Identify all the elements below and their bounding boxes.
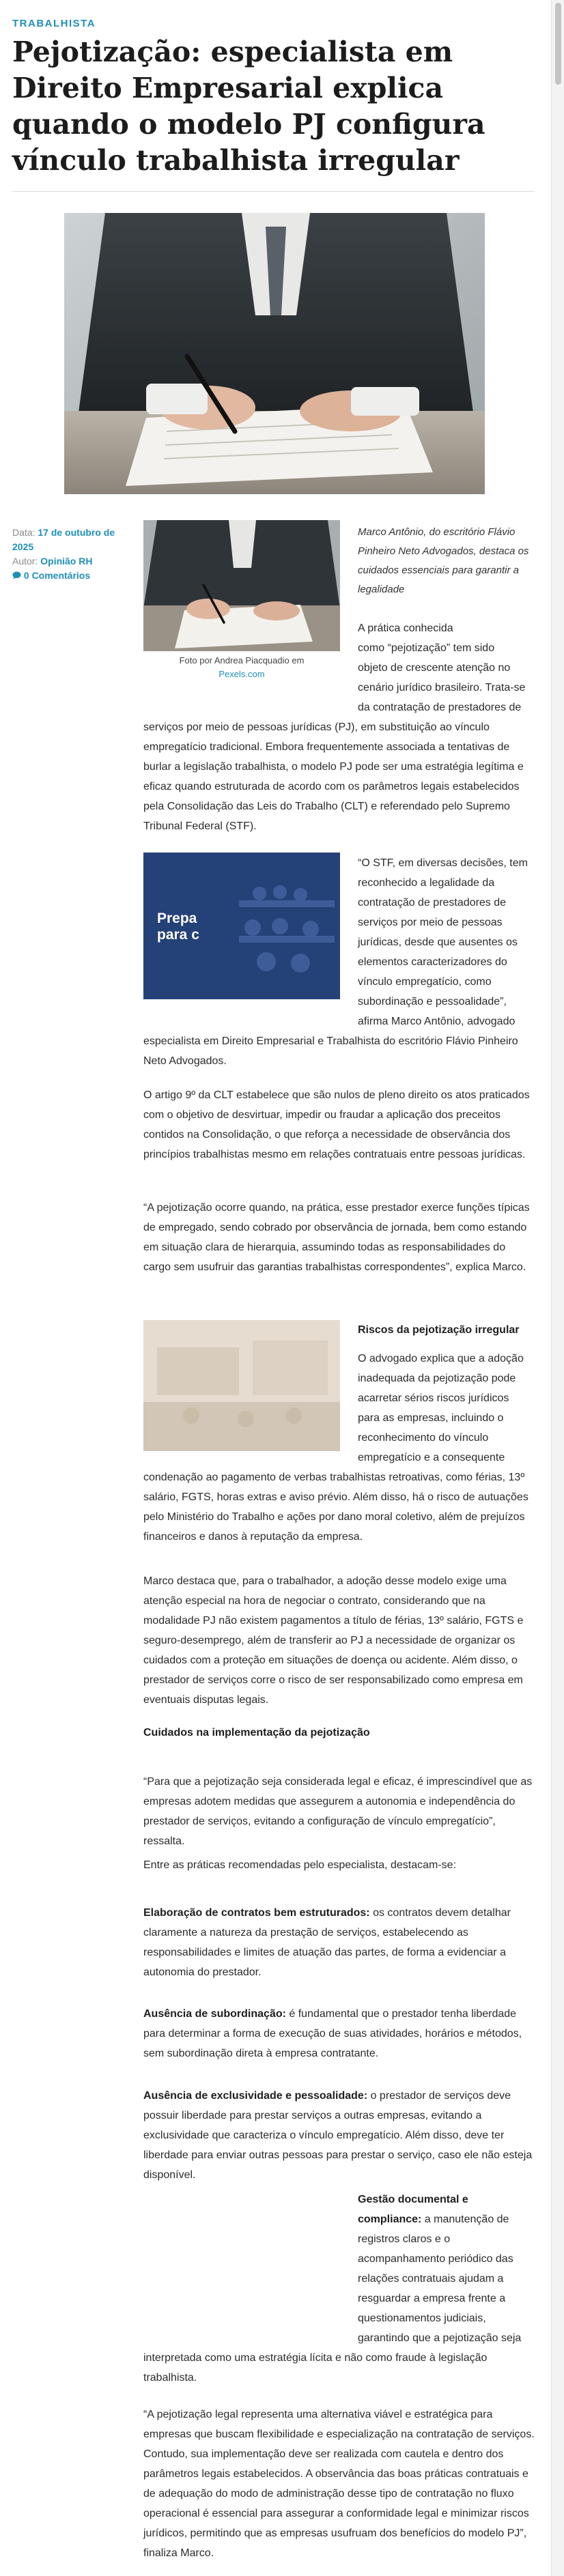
p2-line: reconhecido a legalidade da <box>358 877 495 889</box>
signing-photo-illustration <box>143 520 340 651</box>
pexels-link[interactable]: Pexels.com <box>218 669 265 679</box>
paragraph-7: “Para que a pejotização seja considerada legal e eficaz, é imprescindível que as empresas adotem medidas que assegurem a autonomia e independência do prestador de serviços, evitando a configuração de vínculo empregatício”, ressalta. <box>143 1776 533 1847</box>
p1-line: como “pejotização” tem sido <box>358 642 495 654</box>
inline-photo-training[interactable] <box>143 853 340 999</box>
banner-overlay-text <box>157 911 199 943</box>
p2-line: “O STF, em diversas decisões, tem <box>358 857 528 869</box>
p2-line: subordinação e pessoalidade”, <box>358 996 507 1007</box>
practice-text: os contratos devem detalhar claramente a natureza da prestação de serviços, estabelecendo as responsabilidades e limites de atuação das partes, de forma a evidenciar a autonomia do prestador. <box>143 1907 511 1978</box>
author-row <box>12 554 125 569</box>
compliance-line: relações contratuais ajudam a <box>358 2273 504 2285</box>
paragraph-1: serviços por meio de pessoas jurídicas (PJ), em substituição ao vínculo empregatício tradicional. Embora frequentemente associada a tentativas de burlar a legislação trabalhista, o modelo PJ pode ser uma estratégia legítima e eficaz quando estruturada de acordo com os parâmetros legais estabelecidos pela Consolidação das Leis do Trabalho (CLT) e referendado pelo Supremo Tribunal Federal (STF). <box>143 721 524 832</box>
practice-contracts <box>143 1903 535 1982</box>
date-row <box>12 526 125 554</box>
compliance-line: acompanhamento periódico das <box>358 2253 513 2265</box>
hero-signing-illustration <box>64 213 485 494</box>
p1-line: A prática conhecida <box>358 622 453 634</box>
paragraph-1-float <box>358 618 535 717</box>
p5-line: empregatício e a consequente <box>358 1452 505 1463</box>
practice-title: Elaboração de contratos bem estruturados: <box>143 1907 370 1919</box>
banner-line: para c <box>157 927 199 943</box>
compliance-line: registros claros e o <box>358 2233 451 2245</box>
compliance-line <box>358 2209 535 2229</box>
compliance-title-line <box>358 2190 535 2209</box>
p5-line: para as empresas, incluindo o <box>358 1412 504 1424</box>
section-heading-care: Cuidados na implementação da pejotização <box>143 1727 370 1738</box>
p5-line: acarretar sérios riscos jurídicos <box>358 1392 509 1404</box>
practice-text: a manutenção de <box>421 2214 509 2225</box>
p2-line: elementos caracterizadores do <box>358 956 507 968</box>
date-label: Data: <box>12 527 36 538</box>
office-illustration <box>143 1320 340 1451</box>
paragraph-9: “A pejotização legal representa uma alternativa viável e estratégica para empresas que buscam flexibilidade e especialização na contratação de serviços. Contudo, sua implementação deve ser realizada com cautela e dentro dos parâmetros legais estabelecidos. A observância das boas práticas contratuais e de adequação do modo de administração desse tipo de contratação no fluxo operacional é essencial para assegurar a conformidade legal e minimizar riscos jurídicos, permitindo que as empresas usufruam dos benefícios do modelo PJ”, finaliza Marco. <box>143 2409 535 2559</box>
p5-line: inadequada da pejotização pode <box>358 1373 516 1384</box>
practice-compliance-float <box>358 2190 535 2348</box>
compliance-line: resguardar a empresa frente a <box>358 2293 506 2304</box>
p1-line: cenário jurídico brasileiro. Trata-se <box>358 682 526 693</box>
p2-line: contratação de prestadores de <box>358 897 507 908</box>
section-heading-risks: Riscos da pejotização irregular <box>358 1324 520 1336</box>
practice-text: é fundamental que o prestador tenha liberdade para determinar a forma de execução de suas atividades, horários e métodos, sem subordinação direta à empresa contratante. <box>143 2008 522 2059</box>
practice-title: Ausência de subordinação: <box>143 2008 286 2020</box>
practice-text: o prestador de serviços deve possuir liberdade para prestar serviços a outras empresas, evitando a exclusividade que caracteriza o vínculo empregatício. Além disso, deve ter liberdade para enviar outras pessoas para prestar o serviço, caso ele não esteja disponível. <box>143 2090 533 2181</box>
p5-line: O advogado explica que a adoção <box>358 1353 524 1364</box>
article-intro: Marco Antônio, do escritório Flávio Pinheiro Neto Advogados, destaca os cuidados essenciais para garantir a legalidade <box>358 526 529 595</box>
comment-bubble-icon <box>12 570 24 581</box>
p5-line: reconhecimento do vínculo <box>358 1432 489 1444</box>
inline-photo-office <box>143 1320 340 1451</box>
practice-title: Gestão documental e <box>358 2194 468 2205</box>
paragraph-5: condenação ao pagamento de verbas trabalhistas retroativas, como férias, 13º salário, FGTS, horas extras e aviso prévio. Além disso, há o risco de autuações pelo Ministério do Trabalho e ações por dano moral coletivo, além de prejuízos financeiros e danos à reputação da empresa. <box>143 1472 528 1543</box>
comments-link[interactable] <box>12 569 125 583</box>
practice-no-exclusivity <box>143 2086 535 2185</box>
paragraph-6: Marco destaca que, para o trabalhador, a adoção desse modelo exige uma atenção especial na hora de negociar o contrato, considerando que na modalidade PJ não existem pagamentos a título de férias, 13º salário, FGTS e seguro-desemprego, além de transferir ao PJ a necessidade de organizar os cuidados com a proteção em situações de doença ou acidente. Além disso, o prestador de serviços corre o risco de ser responsabilizado como empresa em eventuais disputas legais. <box>143 1575 524 1706</box>
comments-count: 0 Comentários <box>23 570 91 581</box>
practice-no-subordination <box>143 2004 535 2063</box>
inline-photo-signing <box>143 520 340 651</box>
p1-line: da contratação de prestadores de <box>358 702 522 713</box>
p1-line: objeto de crescente atenção no <box>358 662 511 674</box>
paragraph-3: O artigo 9º da CLT estabelece que são nulos de pleno direito os atos praticados com o objetivo de desvirtuar, impedir ou fraudar a aplicação dos preceitos contidos na Consolidação, o que reforça a necessidade de observância dos princípios trabalhistas mesmo em relações contratuais entre pessoas jurídicas. <box>143 1089 530 1160</box>
date-value[interactable]: 17 de outubro de 2025 <box>12 527 115 552</box>
author-link[interactable]: Opinião RH <box>40 556 93 567</box>
paragraph-4: “A pejotização ocorre quando, na prática, esse prestador exerce funções típicas de empregado, sendo cobrado por observância de jornada, bem como estando em situação clara de hierarquia, assumindo todas as responsabilidades do cargo sem usufruir das garantias trabalhistas correspondentes”, explica Marco. <box>143 1202 530 1273</box>
article-meta <box>12 526 125 583</box>
p2-line: afirma Marco Antônio, advogado <box>358 1016 516 1027</box>
banner-line: Prepa <box>157 911 197 926</box>
caption-text: Foto por Andrea Piacquadio em <box>179 655 305 666</box>
practice-title: compliance: <box>358 2214 422 2225</box>
paragraph-2: especialista em Direito Empresarial e Trabalhista do escritório Flávio Pinheiro Neto Advogados. <box>143 1035 518 1067</box>
practice-compliance: interpretada como uma estratégia lícita e não como fraude à legislação trabalhista. <box>143 2352 488 2384</box>
scrollbar-thumb[interactable] <box>555 3 561 85</box>
practice-title: Ausência de exclusividade e pessoalidade: <box>143 2090 368 2102</box>
paragraph-2-float <box>358 853 535 1031</box>
category-tag[interactable]: TRABALHISTA <box>12 18 96 29</box>
paragraph-5-float <box>358 1349 535 1468</box>
title-divider <box>12 191 535 192</box>
hero-image <box>64 213 485 494</box>
p2-line: jurídicas, desde que ausentes os <box>358 936 518 948</box>
p2-line: vínculo empregatício, como <box>358 976 492 988</box>
compliance-line: questionamentos judiciais, <box>358 2313 486 2324</box>
author-label: Autor: <box>12 556 38 567</box>
article-title: Pejotização: especialista em Direito Empresarial explica quando o modelo PJ configura vínculo trabalhista irregular <box>12 35 485 177</box>
p2-line: serviços por meio de pessoas <box>358 917 503 928</box>
page-scrollbar[interactable] <box>551 0 564 2576</box>
photo-caption <box>143 654 340 681</box>
paragraph-8: Entre as práticas recomendadas pelo especialista, destacam-se: <box>143 1859 457 1871</box>
compliance-line: garantindo que a pejotização seja <box>358 2332 522 2344</box>
